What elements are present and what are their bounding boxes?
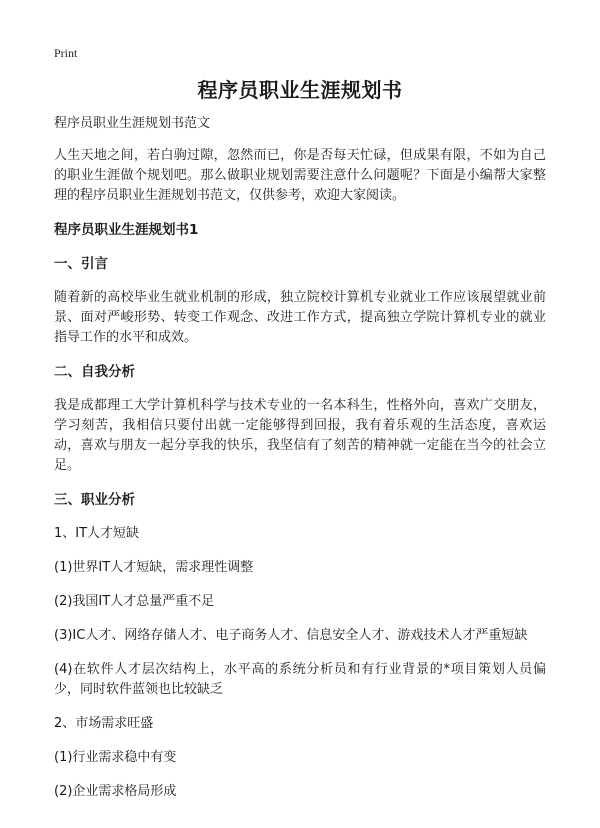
list-item: (4)在软件人才层次结构上，水平高的系统分析员和有行业背景的*项目策划人员偏少，同时软件蓝领也比较缺乏 — [54, 662, 546, 697]
list-item: (2)企业需求格局形成 — [54, 784, 177, 799]
introduction-paragraph: 随着新的高校毕业生就业机制的形成，独立院校计算机专业就业工作应该展望就业前景、面对严峻形势、转变工作观念、改进工作方式，提高独立学院计算机专业的就业指导工作的水平和成效。 — [54, 290, 546, 345]
section-title: 程序员职业生涯规划书1 — [54, 222, 199, 238]
list-item: (3)IC人才、网络存储人才、电子商务人才、信息安全人才、游戏技术人才严重短缺 — [54, 628, 528, 643]
intro-paragraph: 人生天地之间，若白驹过隙，忽然而已，你是否每天忙碌，但成果有限，不如为自己的职业生涯做个规划吧。那么做职业规划需要注意什么问题呢？下面是小编帮大家整理的程序员职业生涯规划书范文，仅供参考，欢迎大家阅读。 — [54, 148, 546, 203]
document-title: 程序员职业生涯规划书 — [197, 78, 403, 102]
list-item: (2)我国IT人才总量严重不足 — [54, 594, 215, 609]
print-link[interactable]: Print — [54, 46, 78, 60]
heading-introduction: 一、引言 — [54, 256, 108, 272]
heading-career-analysis: 三、职业分析 — [54, 492, 135, 508]
list-item: (1)行业需求稳中有变 — [54, 750, 177, 765]
list-item: (1)世界IT人才短缺，需求理性调整 — [54, 560, 254, 575]
document-subtitle: 程序员职业生涯规划书范文 — [54, 116, 211, 131]
list-item: 1、IT人才短缺 — [54, 526, 140, 541]
self-analysis-paragraph: 我是成都理工大学计算机科学与技术专业的一名本科生，性格外向，喜欢广交朋友，学习刻苦，我相信只要付出就一定能够得到回报，我有着乐观的生活态度，喜欢运动，喜欢与朋友一起分享我的快乐，我坚信有了刻苦的精神就一定能在当今的社会立足。 — [54, 398, 546, 473]
list-item: 2、市场需求旺盛 — [54, 716, 154, 731]
heading-self-analysis: 二、自我分析 — [54, 364, 135, 380]
